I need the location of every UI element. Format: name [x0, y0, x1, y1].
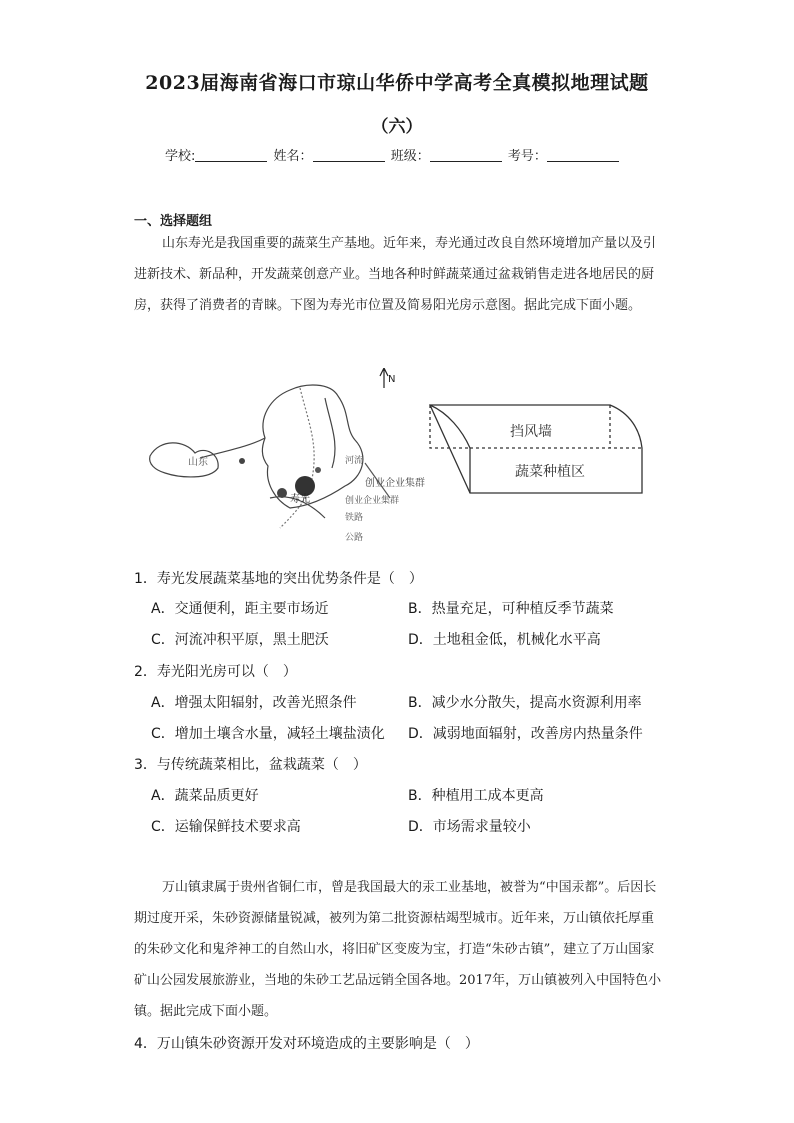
- sunroom-area-label: 蔬菜种植区: [515, 464, 585, 480]
- exam-subtitle: （六）: [371, 117, 423, 137]
- question-3: 3．与传统蔬菜相比，盆栽蔬菜（ ）: [134, 757, 367, 773]
- exam-title: 2023届海南省海口市琼山华侨中学高考全真模拟地理试题: [145, 72, 649, 94]
- q1-option-b[interactable]: B．热量充足，可种植反季节蔬菜: [408, 601, 614, 617]
- map-label-park: 创业企业集群: [365, 478, 425, 489]
- shouguang-figure: [140, 368, 660, 558]
- q3-option-b[interactable]: B．种植用工成本更高: [408, 788, 544, 804]
- legend-park: 创业企业集群: [345, 496, 400, 506]
- q2-option-a[interactable]: A．增强太阳辐射，改善光照条件: [151, 695, 357, 711]
- student-info-line: [165, 145, 621, 164]
- q2-option-b[interactable]: B．减少水分散失，提高水资源利用率: [408, 695, 642, 711]
- name-label: 姓名：: [273, 149, 313, 164]
- passage-wanshan: 万山镇隶属于贵州省铜仁市，曾是我国最大的汞工业基地，被誉为“中国汞都”。后因长期过度开采，朱砂资源储量锐减，被列为第二批资源枯竭型城市。近年来，万山镇依托厚重的朱砂文化和鬼斧神工的自然山水，将旧矿区变废为宝，打造“朱砂古镇”，建立了万山国家矿山公园发展旅游业，当地的朱砂工艺品远销全国各地。2017年，万山镇被列入中国特色小镇。据此完成下面小题。: [134, 880, 662, 1019]
- map-label-shandong: 山东: [188, 457, 208, 468]
- class-blank[interactable]: [430, 148, 502, 162]
- name-blank[interactable]: [313, 148, 385, 162]
- question-4: 4．万山镇朱砂资源开发对环境造成的主要影响是（ ）: [134, 1036, 479, 1052]
- map-label-shouguang: 寿光: [290, 494, 310, 505]
- q1-option-d[interactable]: D．土地租金低，机械化水平高: [408, 632, 601, 648]
- id-blank[interactable]: [547, 148, 619, 162]
- passage-shouguang: 山东寿光是我国重要的蔬菜生产基地。近年来，寿光通过改良自然环境增加产量以及引进新技术、新品种，开发蔬菜创意产业。当地各种时鲜蔬菜通过盆栽销售走进各地居民的厨房，获得了消费者的青睐。下图为寿光市位置及简易阳光房示意图。据此完成下面小题。: [134, 236, 657, 313]
- question-2: 2．寿光阳光房可以（ ）: [134, 664, 297, 680]
- q2-option-c[interactable]: C．增加土壤含水量，减轻土壤盐渍化: [151, 726, 385, 742]
- map-legend: [345, 454, 399, 543]
- legend-road: 公路: [345, 533, 364, 543]
- sunroom-wall-label: 挡风墙: [510, 424, 552, 440]
- question-1: 1．寿光发展蔬菜基地的突出优势条件是（ ）: [134, 571, 423, 587]
- q1-option-a[interactable]: A．交通便利，距主要市场近: [151, 601, 329, 617]
- q2-option-d[interactable]: D．减弱地面辐射，改善房内热量条件: [408, 726, 643, 742]
- id-label: 考号：: [507, 149, 547, 164]
- q3-option-a[interactable]: A．蔬菜品质更好: [151, 788, 259, 804]
- school-label: 学校:: [165, 149, 196, 164]
- legend-river: 河流: [345, 456, 364, 466]
- q3-option-c[interactable]: C．运输保鲜技术要求高: [151, 819, 301, 835]
- q3-option-d[interactable]: D．市场需求量较小: [408, 819, 531, 835]
- class-label: 班级：: [390, 149, 430, 164]
- section-title: 一、选择题组: [134, 214, 213, 229]
- q1-option-c[interactable]: C．河流冲积平原，黑土肥沃: [151, 632, 329, 648]
- north-arrow-label: N: [388, 374, 396, 385]
- legend-rail: 铁路: [345, 513, 364, 523]
- school-blank[interactable]: [195, 148, 267, 162]
